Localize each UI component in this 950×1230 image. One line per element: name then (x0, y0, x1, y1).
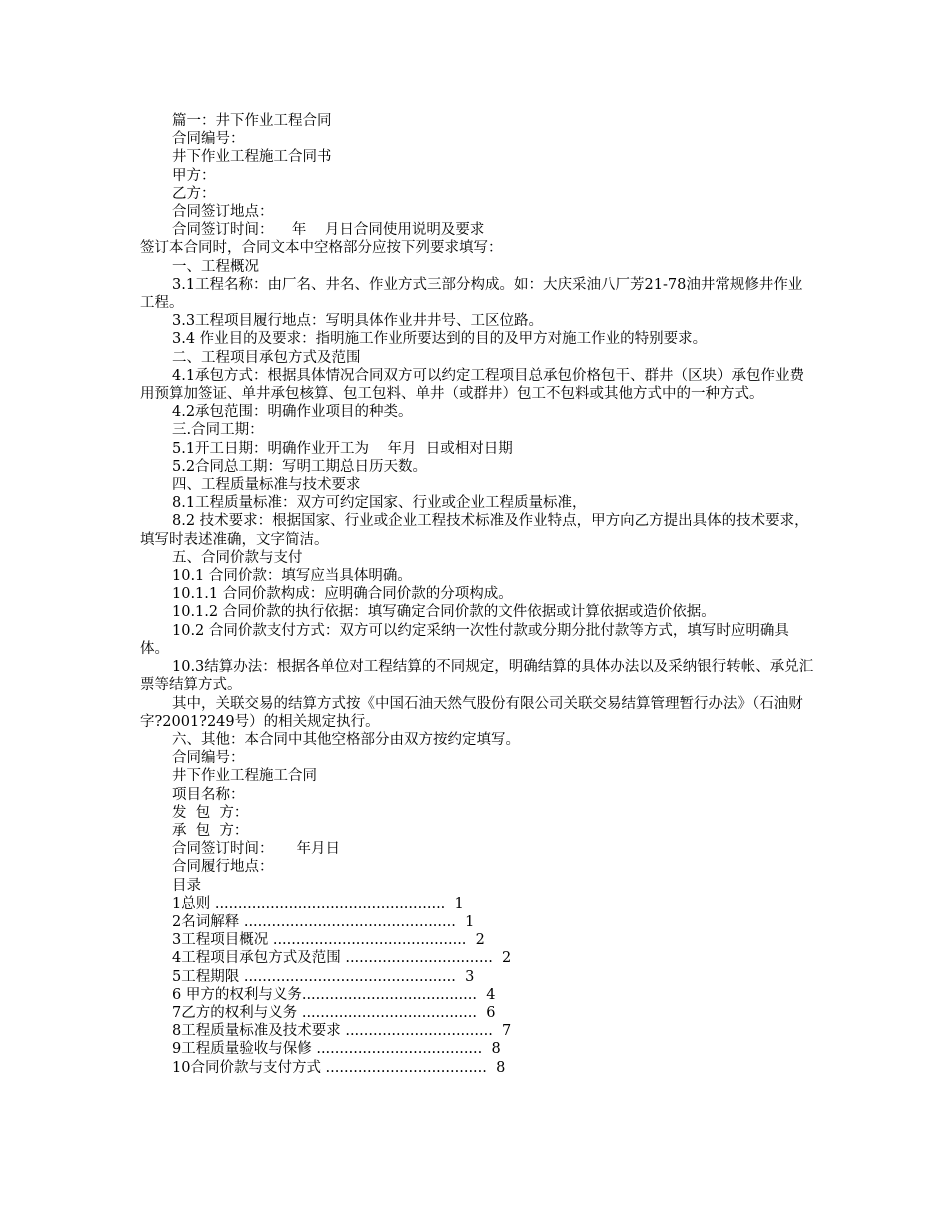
paragraph: 3.1工程名称：由厂名、井名、作业方式三部分构成。如：大庆采油八厂芳21-78油井常规修井作业工程。 (140, 276, 803, 312)
document-body (140, 112, 815, 895)
toc-entry: 10合同价款与支付方式 ................................... 8 (172, 1059, 506, 1076)
paragraph: 合同签订时间： 年 月日合同使用说明及要求 (172, 222, 485, 239)
toc-entry: 4工程项目承包方式及范围 ................................ 2 (172, 950, 512, 967)
toc-entry: 6 甲方的权利与义务...................................... 4 (172, 986, 496, 1003)
toc-entry: 2名词解释 .............................................. 1 (172, 913, 475, 930)
paragraph: 4.1承包方式：根据具体情况合同双方可以约定工程项目总承包价格包干、群井（区块）承包作业费用预算加签证、单井承包核算、包工包料、单井（或群井）包工不包料或其他方式中的一种方式。 (140, 367, 805, 403)
paragraph: 井下作业工程施工合同书 (172, 149, 332, 166)
paragraph: 8.2 技术要求：根据国家、行业或企业工程技术标准及作业特点，甲方向乙方提出具体的技术要求，填写时表述准确，文字简洁。 (140, 513, 809, 548)
toc-entry: 8工程质量标准及技术要求 ................................ 7 (172, 1023, 512, 1040)
paragraph: 3.3工程项目履行地点：写明具体作业井井号、工区位路。 (172, 313, 544, 330)
paragraph: 五、合同价款与支付 (172, 549, 303, 566)
paragraph: 一、工程概况 (172, 258, 259, 275)
paragraph: 合同编号： (172, 131, 245, 148)
table-of-contents (140, 895, 815, 1077)
paragraph: 乙方： (172, 185, 216, 202)
paragraph: 目录 (172, 877, 201, 894)
paragraph: 10.3结算办法：根据各单位对工程结算的不同规定，明确结算的具体办法以及采纳银行转帐、承兑汇票等结算方式。 (140, 659, 814, 694)
paragraph: 10.1.1 合同价款构成：应明确合同价款的分项构成。 (172, 586, 513, 603)
paragraph: 项目名称： (172, 786, 245, 803)
paragraph: 六、其他：本合同中其他空格部分由双方按约定填写。 (172, 731, 520, 748)
paragraph: 篇一：井下作业工程合同 (172, 113, 332, 129)
paragraph: 合同签订时间： 年月日 (172, 841, 341, 858)
paragraph: 4.2承包范围：明确作业项目的种类。 (172, 404, 413, 421)
paragraph: 5.2合同总工期：写明工期总日历天数。 (172, 458, 428, 475)
paragraph: 10.1.2 合同价款的执行依据：填写确定合同价款的文件依据或计算依据或造价依据。 (172, 604, 716, 621)
paragraph: 发 包 方： (172, 804, 249, 821)
paragraph: 合同履行地点： (172, 859, 274, 876)
paragraph: 其中，关联交易的结算方式按《中国石油天然气股份有限公司关联交易结算管理暂行办法》（石油财字?2001?249号）的相关规定执行。 (140, 695, 803, 730)
toc-entry: 1总则 .................................................. 1 (172, 895, 464, 912)
toc-entry: 7乙方的权利与义务 ...................................... 6 (172, 1004, 496, 1021)
toc-entry: 3工程项目概况 .......................................... 2 (172, 932, 485, 949)
document-page (140, 112, 815, 1077)
paragraph: 合同编号： (172, 750, 245, 767)
toc-entry: 5工程期限 .............................................. 3 (172, 968, 475, 985)
toc-entry: 9工程质量验收与保修 .................................... 8 (172, 1041, 501, 1058)
paragraph: 承 包 方： (172, 822, 249, 839)
paragraph: 10.2 合同价款支付方式：双方可以约定采纳一次性付款或分期分批付款等方式，填写时应明确具体。 (140, 622, 789, 657)
paragraph: 四、工程质量标准与技术要求 (172, 477, 361, 494)
paragraph: 3.4 作业目的及要求：指明施工作业所要达到的目的及甲方对施工作业的特别要求。 (172, 331, 708, 348)
paragraph: 10.1 合同价款：填写应当具体明确。 (172, 568, 412, 585)
paragraph: 井下作业工程施工合同 (172, 768, 317, 785)
paragraph: 签订本合同时，合同文本中空格部分应按下列要求填写： (140, 240, 503, 257)
paragraph: 三.合同工期： (172, 422, 264, 439)
paragraph: 5.1开工日期：明确作业开工为 年月 日或相对日期 (172, 440, 513, 457)
paragraph: 8.1工程质量标准：双方可约定国家、行业或企业工程质量标准， (172, 495, 587, 512)
paragraph: 合同签订地点： (172, 204, 274, 221)
paragraph: 二、工程项目承包方式及范围 (172, 349, 361, 366)
paragraph: 甲方： (172, 167, 216, 184)
